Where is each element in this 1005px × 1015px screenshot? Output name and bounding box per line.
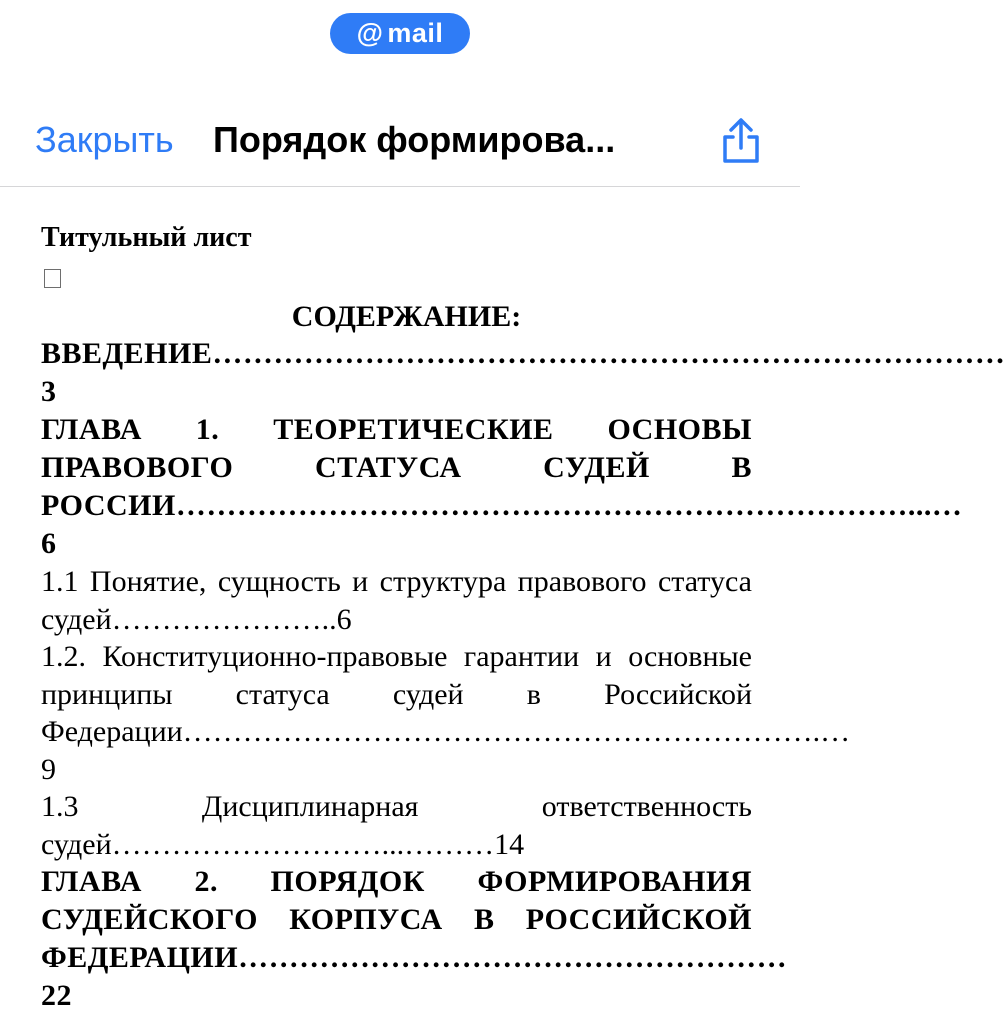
share-button[interactable]	[718, 116, 764, 166]
toc-entry-introduction: ВВЕДЕНИЕ……………………………………………………………………3	[41, 337, 1005, 408]
close-button[interactable]: Закрыть	[35, 119, 174, 160]
toc-entry-1-1: 1.1 Понятие, сущность и структура правового статуса судей…………………..6	[41, 565, 752, 636]
contents-title: СОДЕРЖАНИЕ:	[291, 300, 522, 333]
mail-badge	[330, 13, 470, 54]
at-icon: @	[356, 18, 384, 48]
toc-entry-chapter-2: ГЛАВА 2. ПОРЯДОК ФОРМИРОВАНИЯ СУДЕЙСКОГО КОРПУСА В РОССИЙСКОЙ ФЕДЕРАЦИИ………………………………………………22	[41, 865, 788, 1012]
top-bar	[0, 0, 800, 187]
mail-label: mail	[387, 18, 444, 48]
share-icon	[718, 116, 764, 166]
title-page-label: Титульный лист	[41, 222, 252, 253]
toc-entry-1-2: 1.2. Конституционно-правовые гарантии и основные принципы статуса судей в Российской Федерации……………………………………………………….…9	[41, 640, 851, 786]
document-title: Порядок формирова...	[213, 119, 616, 160]
document-body	[41, 216, 1005, 1015]
missing-glyph-icon	[44, 269, 61, 288]
toc-entry-1-3: 1.3 Дисциплинарная ответственность судей………………………...………14	[41, 790, 752, 861]
toc-entry-chapter-1: ГЛАВА 1. ТЕОРЕТИЧЕСКИЕ ОСНОВЫ ПРАВОВОГО СТАТУСА СУДЕЙ В РОССИИ………………………………………………………………...…6	[41, 413, 963, 560]
